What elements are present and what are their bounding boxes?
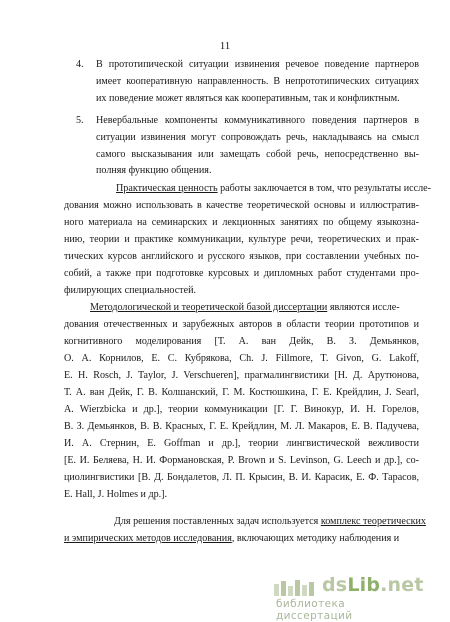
paragraph-first-line [114,515,426,529]
books-icon [272,578,322,596]
watermark-logo: dsLib.net [322,574,424,596]
paragraph-line: ного материала на семинарских и лекционных занятиях по общему языкозна- [64,217,419,228]
list-item-line: имеет кооперативную направленность. В непрототипических ситуациях [96,76,419,87]
paragraph-line: E. H. Rosch, J. Taylor, J. Verschueren], прагмалингвистики [Н. Д. Арутюнова, [64,370,419,381]
paragraph-line: И. А. Стернин, Е. Goffman и др.], теории лингвистической вежливости [64,438,419,449]
watermark-subtitle: библиотека диссертаций [276,598,353,622]
list-item-line: самого высказывания или замещать собой речь, непосредственно вы- [96,149,419,160]
paragraph-line [64,532,399,546]
section-heading: Методологической и теоретической базой диссертации [90,302,328,313]
paragraph-line: [Е. И. Беляева, Н. И. Формановская, P. Brown и S. Levinson, G. Leech и др.], со- [64,455,419,466]
paragraph-line: тических курсов английского и русского языков, при составлении учебных по- [64,251,419,262]
paragraph-text: , включающих методику наблюдения и [231,533,400,544]
list-item-line: Невербальные компоненты коммуникативного поведения партнеров в [96,115,419,126]
paragraph-line: A. Wierzbicka и др.], теории коммуникации [Г. Г. Винокур, И. Н. Горелов, [64,404,419,415]
paragraph-first-line [90,301,400,315]
page-number: 11 [219,40,231,52]
paragraph-first-line [116,182,431,196]
paragraph-line: В. З. Демьянков, В. В. Красных, Г. Е. Крейдлин, М. Л. Макаров, Е. В. Падучева, [64,421,419,432]
paragraph-text: работы заключается в том, что результаты иссле- [217,183,431,194]
paragraph-text: Для решения поставленных задач используется [114,516,321,527]
list-item-line: полняя функцию общения. [96,165,212,176]
list-item-line: их поведение может являться как кооперативным, так и конфликтным. [96,93,400,104]
list-item-line: ситуации извинения могут сопровождать речь, накладываясь на смысл [96,132,419,143]
paragraph-line: собий, а также при подготовке курсовых и дипломных работ студентами про- [64,268,419,279]
list-item-number: 4. [76,59,84,70]
paragraph-line: E. Hall, J. Holmes и др.]. [64,489,168,500]
paragraph-line: дования отечественных и зарубежных авторов в области теории прототипов и [64,319,419,330]
list-item-line: В прототипической ситуации извинения речевое поведение партнеров [96,59,419,70]
section-heading: комплекс теоретических [320,516,426,527]
paragraph-line: О. А. Корнилов, Е. С. Кубрякова, Ch. J. Fillmore, T. Givon, G. Lakoff, [64,353,419,364]
paragraph-line: нию, теории и практике коммуникации, культуре речи, теоретических и прак- [64,234,419,245]
paragraph-line: Т. А. ван Дейк, Г. В. Колшанский, Г. М. Костюшкина, Г. Е. Крейдлин, J. Searl, [64,387,419,398]
paragraph-text: являются иссле- [327,302,400,313]
section-heading: Практическая ценность [116,183,218,194]
paragraph-line: филирующих специальностей. [64,285,196,296]
paragraph-line: циолингвистики [В. Д. Бондалетов, Л. П. Крысин, В. И. Карасик, Е. Ф. Тарасов, [64,472,419,483]
section-heading: и эмпирических методов исследования [64,533,232,544]
list-item-number: 5. [76,115,84,126]
paragraph-line: когнитивного моделирования [Т. А. ван Дейк, В. З. Демьянков, [64,336,419,347]
paragraph-line: дования можно использовать в качестве теоретической основы и иллюстратив- [64,200,419,211]
